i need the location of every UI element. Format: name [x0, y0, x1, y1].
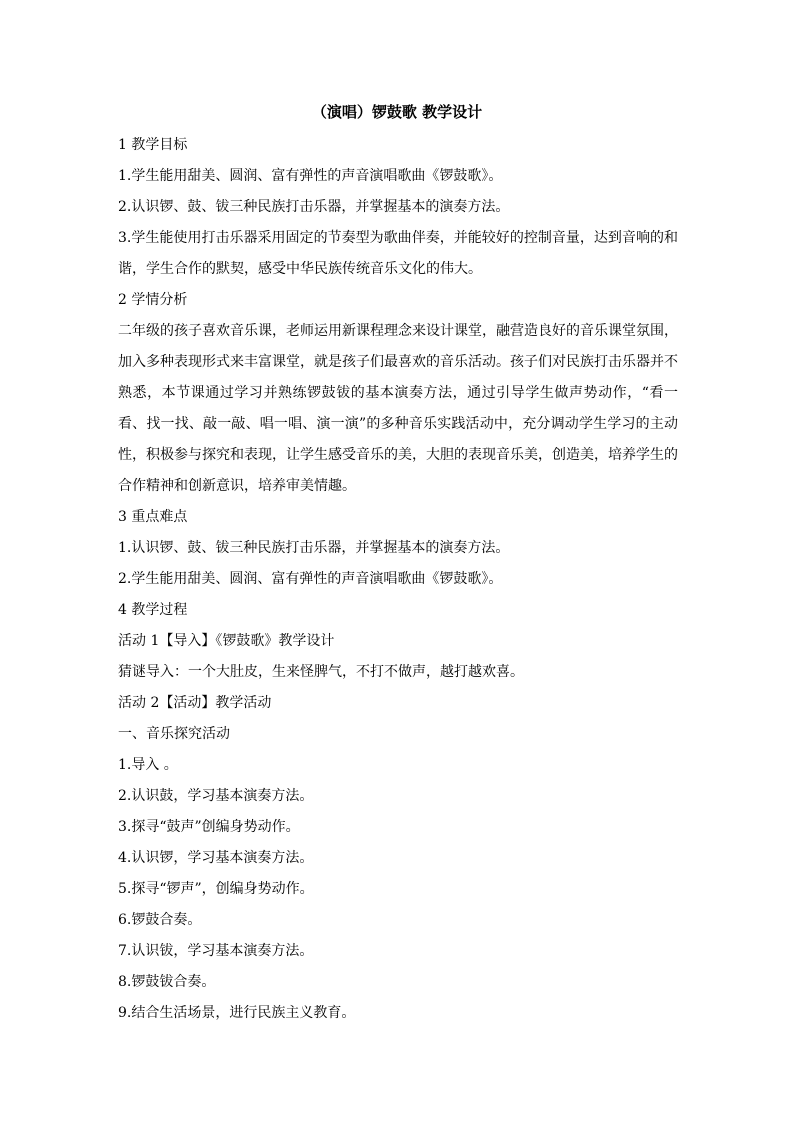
section-heading-goals: 1 教学目标 — [118, 137, 188, 153]
process-step-9: 9.结合生活场景，进行民族主义教育。 — [118, 1005, 356, 1021]
activity-2-title: 活动 2【活动】教学活动 — [118, 695, 272, 711]
process-step-5: 5.探寻“锣声”，创编身势动作。 — [118, 881, 314, 897]
goal-item-3: 3.学生能使用打击乐器采用固定的节奏型为歌曲伴奏，并能较好的控制音量，达到音响的和谐，学生合作的默契，感受中华民族传统音乐文化的伟大。 — [118, 230, 678, 277]
analysis-paragraph: 二年级的孩子喜欢音乐课，老师运用新课程理念来设计课堂，融营造良好的音乐课堂氛围，加入多种表现形式来丰富课堂，就是孩子们最喜欢的音乐活动。孩子们对民族打击乐器并不熟悉，本节课通过学习并熟练锣鼓钹的基本演奏方法，通过引导学生做声势动作，“看一看、找一找、敲一敲、唱一唱、演一演”的多种音乐实践活动中，充分调动学生学习的主动性，积极参与探究和表现，让学生感受音乐的美，大胆的表现音乐美，创造美，培养学生的合作精神和创新意识，培养审美情趣。 — [118, 323, 678, 494]
process-step-7: 7.认识钹，学习基本演奏方法。 — [118, 943, 314, 959]
process-step-2: 2.认识鼓，学习基本演奏方法。 — [118, 788, 314, 804]
document-body — [118, 130, 678, 1029]
process-step-3: 3.探寻“鼓声”创编身势动作。 — [118, 819, 300, 835]
activity-1-text: 猜谜导入：一个大肚皮，生来怪脾气，不打不做声，越打越欢喜。 — [118, 664, 524, 680]
section-heading-keypoints: 3 重点难点 — [118, 509, 188, 525]
process-step-4: 4.认识锣，学习基本演奏方法。 — [118, 850, 314, 866]
goal-item-2: 2.认识锣、鼓、钹三种民族打击乐器，并掌握基本的演奏方法。 — [118, 199, 510, 215]
goal-item-1: 1.学生能用甜美、圆润、富有弹性的声音演唱歌曲《锣鼓歌》。 — [118, 168, 503, 184]
process-step-6: 6.锣鼓合奏。 — [118, 912, 202, 928]
document-title: （演唱）锣鼓歌 教学设计 — [311, 103, 483, 121]
keypoint-item-2: 2.学生能用甜美、圆润、富有弹性的声音演唱歌曲《锣鼓歌》。 — [118, 571, 503, 587]
process-subheading: 一、音乐探究活动 — [118, 726, 230, 742]
section-heading-process: 4 教学过程 — [118, 602, 188, 618]
keypoint-item-1: 1.认识锣、鼓、钹三种民族打击乐器，并掌握基本的演奏方法。 — [118, 540, 510, 556]
section-heading-analysis: 2 学情分析 — [118, 292, 188, 308]
activity-1-title: 活动 1【导入】《锣鼓歌》教学设计 — [118, 633, 335, 649]
process-step-1: 1.导入 。 — [118, 757, 178, 773]
process-step-8: 8.锣鼓钹合奏。 — [118, 974, 216, 990]
